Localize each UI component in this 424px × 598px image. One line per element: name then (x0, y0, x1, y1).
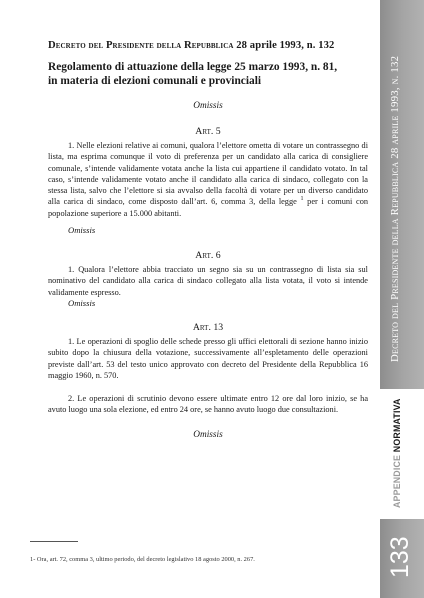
article-6-paragraph: 1. Qualora l’elettore abbia tracciato un segno sia su un contrassegno di lista sia sul nominativo del candidato alla carica di sindaco collegato alla lista votata, il voto si intende validamente espresso. (48, 265, 368, 297)
decree-title-smallcaps: Decreto del Presidente della Repubblica (48, 40, 234, 51)
article-13-paragraph-2: 2. Le operazioni di scrutinio devono essere ultimate entro 12 ore dal loro inizio, se ha avuto luogo una sola elezione, ed entro 24 ore, se hanno avuto luogo due consultazioni. (48, 394, 368, 415)
omissis-line: Omissis (68, 225, 96, 235)
section-tab-label-part1: APPENDICE (392, 454, 402, 508)
article-13-paragraph-1: 1. Le operazioni di spoglio delle schede presso gli uffici elettorali di sezione hanno inizio subito dopo la chiusura della votazione, successivamente all’espletamento delle operazioni previste dall’art. 53 del testo unico approvato con decreto del Presidente della Repubblica 16 maggio 1960, n. 570. (48, 337, 368, 380)
running-title: Decreto del Presidente della Repubblica 28 aprile 1993, n. 132 (389, 55, 401, 362)
omissis-line: Omissis (68, 298, 96, 308)
article-5-text: 1. Nelle elezioni relative ai comuni, qualora l’elettore ometta di votare un contrassegno di lista, ma esprima comunque il voto di preferenza per un candidato alla carica di consigliere comunale, s’intende validamente votata anche la lista cui appartiene il candidato votato. In tal caso, s’intende validamente votato anche il candidato alla carica di sindaco, collegato con la stessa lista, salvo che l’elettore si sia avvalso della facoltà di votare per un diverso candidato alla carica di sindaco, come disposto dall’art. 6, comma 3, della legge (48, 141, 368, 207)
omissis-line: Omissis (193, 430, 223, 440)
section-tab (380, 389, 424, 519)
article-5-heading: Art. 5 (195, 126, 221, 137)
decree-title (48, 40, 368, 51)
footnote-divider (30, 541, 78, 542)
article-13-heading: Art. 13 (192, 322, 224, 333)
footnote-text: 1- Ora, art. 72, comma 3, ultimo periodo, del decreto legislativo 18 agosto 2000, n. 267. (30, 556, 255, 563)
section-tab-label (392, 398, 402, 508)
footnote-reference[interactable]: 1 (300, 196, 304, 203)
section-tab-label-part2: NORMATIVA (392, 398, 402, 453)
decree-subtitle: Regolamento di attuazione della legge 25 marzo 1993, n. 81, in materia di elezioni comunali e provinciali (48, 61, 338, 87)
decree-title-date: 28 aprile 1993, n. 132 (236, 40, 335, 51)
omissis-line: Omissis (193, 101, 223, 111)
page-number: 133 (386, 536, 414, 578)
article-5-text-end: per i comuni con popolazione superiore a 15.000 abitanti. (48, 197, 368, 218)
article-6-heading: Art. 6 (195, 250, 221, 261)
article-5-paragraph (48, 140, 368, 219)
